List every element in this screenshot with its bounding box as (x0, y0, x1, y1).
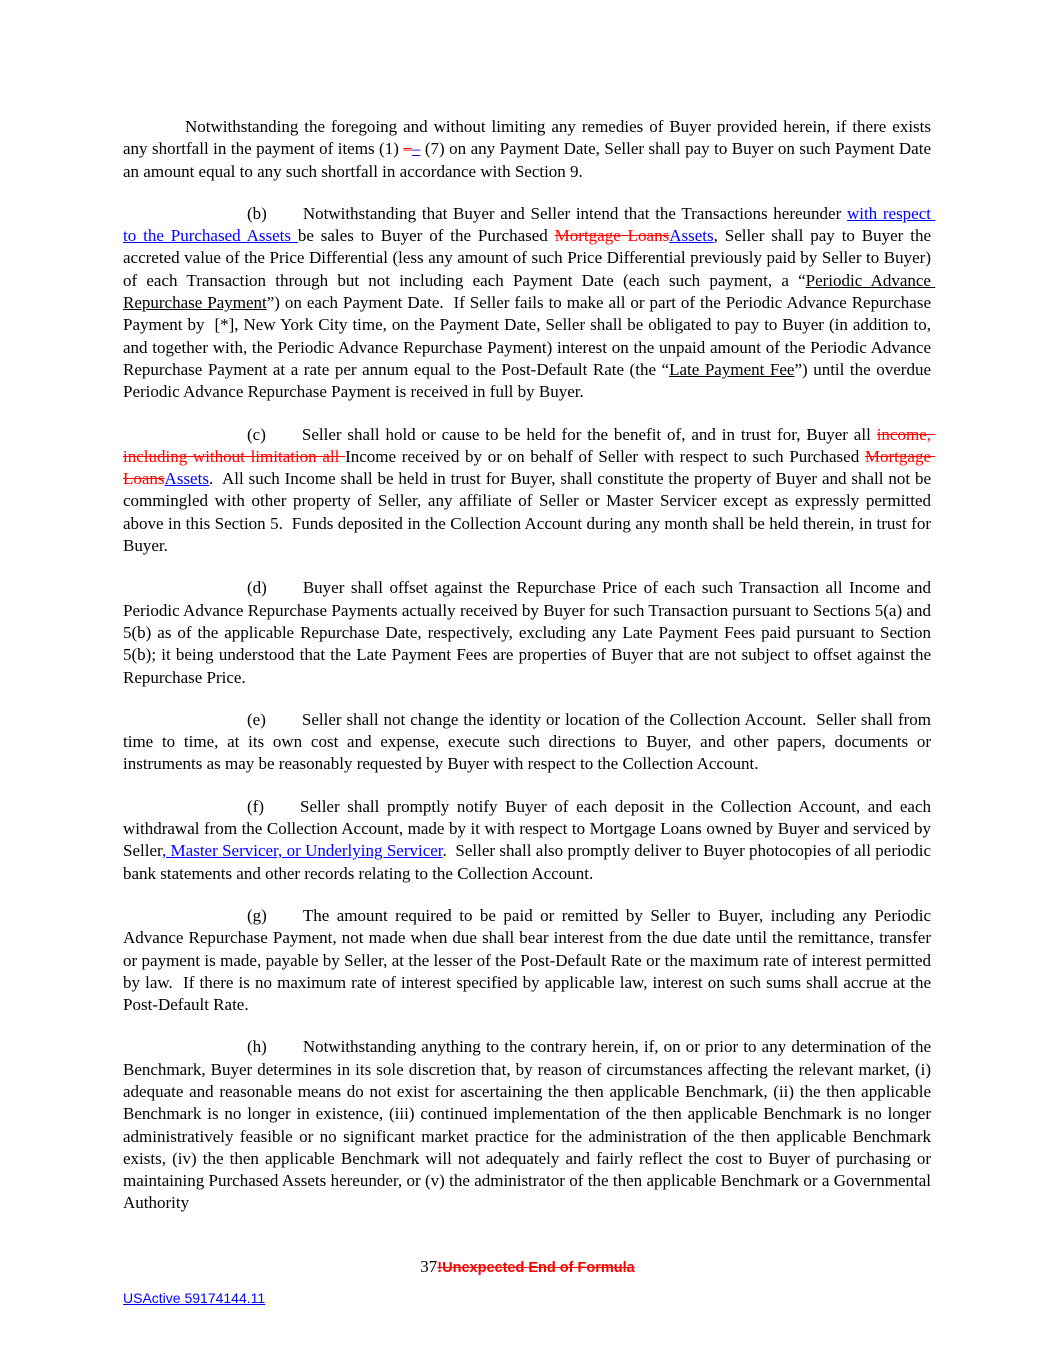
paragraph (123, 424, 936, 558)
text-run: Seller shall not change the identity or location of the Collection Account. Seller shall from time to time, at its own cost and expense, execute such directions to Buyer, and other papers, documents or instruments as may be reasonably requested by Buyer with respect to the Collection Account. (123, 709, 936, 774)
text-run: . Seller shall also promptly deliver to Buyer photocopies of all periodic bank statements and other records relating to the Collection Account. (123, 841, 936, 883)
defined-term: Periodic Advance Repurchase Payment (123, 270, 936, 313)
paragraph (123, 1036, 936, 1214)
text-run: ”) until the overdue Periodic Advance Repurchase Payment is received in full by Buyer. (123, 359, 936, 402)
paragraph-letter: (g) (247, 905, 267, 925)
defined-term: Late Payment Fee (669, 359, 795, 379)
inserted-text: Assets (164, 469, 209, 489)
paragraph-letter: (c) (247, 424, 266, 444)
paragraph (123, 203, 936, 404)
text-run: . All such Income shall be held in trust for Buyer, shall constitute the property of Buyer and shall not be commingled with other property of Seller, any affiliate of Seller or Master Servicer except as expressly permitted above in this Section 5. Funds deposited in the Collection Account during any month shall be held therein, in trust for Buyer. (123, 469, 936, 556)
paragraph-letter: (f) (247, 796, 264, 816)
paragraph-letter: (b) (247, 203, 267, 223)
text-run: Notwithstanding anything to the contrary herein, if, on or prior to any determination of the Benchmark, Buyer determines in its sole discretion that, by reason of circumstances affecting the relevant market, (i) adequate and reasonable means do not exist for ascertaining the then applicable Benchmark, (ii) the then applicable Benchmark is no longer in existence, (iii) continued implementation of the then applicable Benchmark is no longer administratively feasible or no significant market practice for the administration of the then applicable Benchmark exists, (iv) the then applicable Benchmark will not adequately and fairly reflect the cost to Buyer of purchasing or maintaining Purchased Assets hereunder, or (v) the administrator of the then applicable Benchmark or a Governmental Authority (123, 1037, 936, 1213)
document-id: USActive 59174144.11 (123, 1290, 266, 1306)
paragraph (123, 796, 936, 885)
inserted-text: with respect to the Purchased Assets (123, 203, 936, 246)
text-run: ”) on each Payment Date. If Seller fails to make all or part of the Periodic Advance Repurchase Payment by [*], New York City time, on the Payment Date, Seller shall be obligated to pay to Buyer (in addition to, and together with, the Periodic Advance Repurchase Payment) interest on the unpaid amount of the Periodic Advance Repurchase Payment at a rate per annum equal to the Post-Default Rate (the “ (123, 293, 936, 379)
inserted-text: Assets (669, 226, 714, 246)
deleted-text: Mortgage Loans (123, 446, 936, 489)
page-footer (0, 1257, 1055, 1278)
paragraph-letter: (e) (247, 709, 266, 729)
field-error-text: !Unexpected End of Formula (437, 1260, 635, 1276)
text-run: be sales to Buyer of the Purchased (297, 226, 555, 246)
document-body (123, 116, 936, 1215)
inserted-text: – (411, 139, 421, 159)
paragraph (123, 577, 936, 688)
paragraph (123, 116, 936, 183)
paragraph-letter: (d) (247, 578, 267, 598)
text-run: , Seller shall pay to Buyer the accreted value of the Price Differential (less any amount of such Price Differential previously paid by Seller to Buyer) of each Transaction through but not including each Payment Date (each such payment, a “ (123, 226, 936, 290)
text-run: Notwithstanding that Buyer and Seller intend that the Transactions hereunder (302, 203, 847, 223)
deleted-text: – (403, 139, 412, 159)
text-run: Income received by or on behalf of Seller with respect to such Purchased (345, 446, 865, 466)
paragraph (123, 709, 936, 776)
page-number: 37 (420, 1257, 438, 1276)
text-run: Buyer shall offset against the Repurchase Price of each such Transaction all Income and Periodic Advance Repurchase Payments actually received by Buyer for such Transaction pursuant to Sections 5(a) and 5(b) as of the applicable Repurchase Date, respectively, excluding any Late Payment Fees paid pursuant to Section 5(b); it being understood that the Late Payment Fees are properties of Buyer that are not subject to offset against the Repurchase Price. (123, 578, 936, 687)
text-run: Notwithstanding the foregoing and without limiting any remedies of Buyer provided herein, if there exists any shortfall in the payment of items (1) (123, 117, 936, 159)
text-run: (7) on any Payment Date, Seller shall pay to Buyer on such Payment Date an amount equal to any such shortfall in accordance with Section 9. (123, 139, 936, 181)
text-run: The amount required to be paid or remitted by Seller to Buyer, including any Periodic Advance Repurchase Payment, not made when due shall bear interest from the due date until the remittance, transfer or payment is made, payable by Seller, at the lesser of the Post-Default Rate or the maximum rate of interest permitted by law. If there is no maximum rate of interest specified by applicable law, interest on such sums shall accrue at the Post-Default Rate. (123, 905, 936, 1015)
paragraph-letter: (h) (247, 1037, 267, 1057)
deleted-text: Mortgage Loans (554, 226, 670, 246)
text-run: Seller shall promptly notify Buyer of each deposit in the Collection Account, and each withdrawal from the Collection Account, made by it with respect to Mortgage Loans owned by Buyer and serviced by Seller (123, 796, 936, 861)
inserted-text: , Master Servicer, or Underlying Servicer (161, 841, 443, 861)
text-run: Seller shall hold or cause to be held for the benefit of, and in trust for, Buyer all (301, 424, 877, 444)
paragraph (123, 905, 936, 1016)
deleted-text: income, including without limitation all (123, 424, 936, 466)
